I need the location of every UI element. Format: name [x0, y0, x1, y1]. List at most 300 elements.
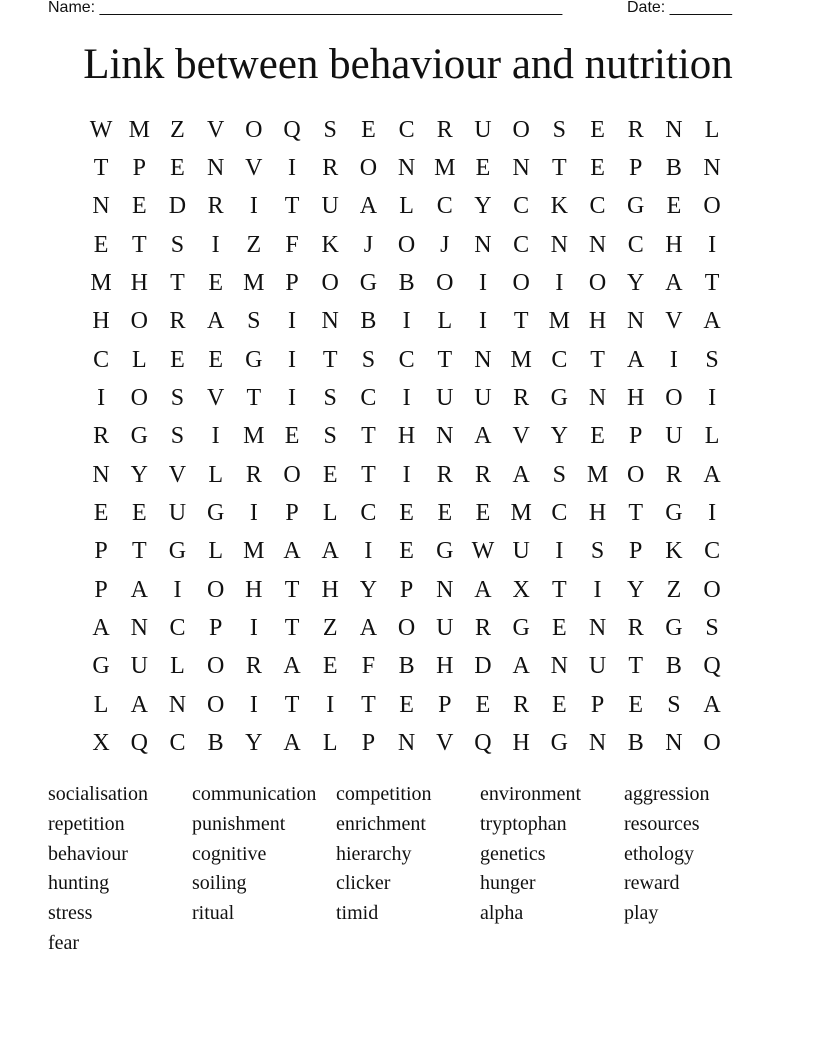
grid-letter: E — [590, 155, 605, 182]
grid-letter: N — [588, 231, 607, 258]
grid-letter: Q — [130, 730, 148, 757]
word-list-item: cognitive — [192, 842, 267, 865]
grid-letter: N — [588, 385, 607, 412]
grid-letter: E — [93, 231, 109, 258]
word-list-item: environment — [480, 783, 582, 805]
grid-letter: Y — [627, 270, 645, 297]
grid-letter: A — [703, 461, 721, 488]
grid-letter: N — [474, 231, 492, 258]
grid-letter: E — [131, 500, 147, 527]
grid-letter: N — [588, 615, 607, 642]
grid-letter: A — [627, 346, 645, 373]
grid-letter: O — [703, 193, 721, 220]
grid-letter: Q — [283, 116, 301, 143]
grid-letter: D — [168, 193, 187, 220]
grid-letter: L — [704, 423, 720, 450]
grid-letter: V — [206, 116, 225, 143]
word-list-item: clicker — [336, 872, 391, 895]
grid-letter: Y — [245, 730, 263, 757]
grid-letter: V — [665, 308, 683, 335]
word-list — [48, 780, 768, 959]
grid-letter: S — [667, 691, 681, 718]
grid-letter: S — [705, 346, 719, 373]
grid-letter: A — [130, 576, 148, 603]
grid-letter: S — [323, 423, 337, 450]
grid-letter: L — [322, 500, 338, 527]
grid-letter: R — [474, 615, 491, 642]
grid-letter: U — [665, 423, 683, 450]
grid-letter: H — [512, 730, 530, 757]
grid-letter: R — [627, 615, 644, 642]
grid-letter: E — [208, 270, 223, 297]
grid-letter: U — [512, 538, 530, 565]
grid-letter: M — [243, 538, 265, 565]
grid-letter: P — [629, 538, 643, 565]
grid-letter: H — [436, 653, 454, 680]
grid-letter: C — [513, 231, 530, 258]
grid-letter: O — [627, 461, 645, 488]
grid-letter: T — [552, 576, 567, 603]
grid-letter: A — [512, 461, 530, 488]
grid-letter: C — [398, 116, 415, 143]
grid-letter: O — [703, 730, 721, 757]
grid-letter: R — [474, 461, 491, 488]
grid-letter: Y — [474, 193, 492, 220]
grid-letter: C — [360, 500, 377, 527]
grid-letter: M — [548, 308, 571, 335]
grid-letter: E — [590, 423, 605, 450]
header — [0, 0, 816, 22]
grid-letter: R — [207, 193, 224, 220]
grid-letter: S — [552, 461, 567, 488]
grid-letter: N — [397, 730, 416, 757]
grid-letter: F — [285, 231, 299, 258]
grid-letter: E — [284, 423, 300, 450]
grid-letter: N — [321, 308, 339, 335]
grid-letter: A — [703, 691, 721, 718]
grid-letter: S — [170, 423, 185, 450]
grid-letter: I — [402, 308, 411, 335]
grid-letter: P — [590, 691, 605, 718]
grid-letter: S — [323, 116, 337, 143]
grid-letter: M — [586, 461, 609, 488]
grid-letter: Z — [666, 576, 682, 603]
grid-letter: Y — [550, 423, 569, 450]
grid-letter: P — [285, 270, 299, 297]
grid-letter: P — [438, 691, 452, 718]
grid-letter: O — [588, 270, 607, 297]
grid-letter: N — [665, 116, 683, 143]
grid-letter: P — [629, 155, 643, 182]
grid-letter: Y — [359, 576, 378, 603]
word-list-item: play — [624, 902, 659, 925]
grid-letter: U — [130, 653, 148, 680]
grid-letter: A — [130, 691, 148, 718]
grid-letter: M — [243, 423, 265, 450]
word-list-item: hunger — [480, 872, 536, 895]
grid-letter: V — [168, 461, 187, 488]
word-list-item: punishment — [192, 812, 286, 835]
grid-letter: E — [666, 193, 682, 220]
grid-letter: G — [130, 423, 148, 450]
grid-letter: C — [513, 193, 530, 220]
grid-letter: T — [284, 576, 300, 603]
grid-letter: I — [555, 538, 564, 565]
grid-letter: U — [321, 193, 339, 220]
grid-letter: C — [93, 346, 110, 373]
grid-letter: G — [550, 385, 569, 412]
grid-letter: I — [708, 231, 717, 258]
grid-letter: T — [590, 346, 605, 373]
grid-letter: T — [93, 155, 109, 182]
grid-letter: P — [399, 576, 414, 603]
grid-letter: A — [206, 308, 225, 335]
grid-letter: B — [398, 653, 415, 680]
word-list-item: stress — [48, 902, 93, 925]
grid-letter: Z — [322, 615, 338, 642]
grid-letter: C — [551, 500, 568, 527]
grid-letter: S — [552, 116, 567, 143]
grid-letter: N — [436, 576, 454, 603]
word-search-grid — [82, 111, 731, 763]
grid-letter: R — [245, 653, 262, 680]
grid-letter: C — [704, 538, 721, 565]
grid-letter: R — [513, 691, 530, 718]
word-list-item: behaviour — [48, 842, 128, 865]
grid-letter: F — [361, 653, 376, 680]
grid-letter: L — [208, 461, 223, 488]
grid-letter: P — [208, 615, 223, 642]
grid-letter: I — [478, 308, 487, 335]
grid-letter: B — [207, 730, 224, 757]
word-list-item: enrichment — [336, 812, 426, 835]
grid-letter: W — [89, 116, 113, 143]
grid-letter: I — [364, 538, 373, 565]
grid-letter: O — [665, 385, 683, 412]
grid-letter: G — [627, 193, 645, 220]
grid-letter: E — [322, 653, 338, 680]
grid-letter: U — [168, 500, 187, 527]
word-list-item: ritual — [192, 902, 235, 925]
grid-letter: O — [397, 615, 416, 642]
grid-letter: H — [588, 308, 607, 335]
grid-letter: A — [512, 653, 530, 680]
grid-letter: O — [703, 576, 721, 603]
grid-letter: L — [208, 538, 223, 565]
word-list-item: alpha — [480, 902, 524, 925]
grid-letter: E — [93, 500, 109, 527]
grid-letter: I — [249, 615, 258, 642]
grid-letter: O — [397, 231, 416, 258]
grid-letter: A — [703, 308, 721, 335]
grid-letter: G — [245, 346, 263, 373]
grid-letter: R — [169, 308, 186, 335]
grid-letter: E — [590, 116, 605, 143]
grid-letter: A — [283, 538, 301, 565]
name-field[interactable]: Name: ____________________________________________________ — [48, 0, 563, 16]
grid-letter: I — [97, 385, 106, 412]
grid-letter: S — [361, 346, 376, 373]
grid-letter: C — [551, 346, 568, 373]
word-list-item: reward — [624, 872, 680, 895]
grid-letter: M — [510, 500, 532, 527]
grid-letter: E — [475, 500, 491, 527]
grid-letter: R — [436, 116, 453, 143]
grid-letter: E — [399, 691, 414, 718]
grid-letter: A — [92, 615, 110, 642]
grid-letter: L — [131, 346, 147, 373]
grid-letter: I — [708, 385, 717, 412]
grid-letter: M — [510, 346, 532, 373]
grid-letter: V — [512, 423, 530, 450]
grid-letter: K — [321, 231, 339, 258]
grid-letter: I — [288, 155, 297, 182]
grid-letter: Y — [627, 576, 645, 603]
grid-letter: P — [94, 538, 108, 565]
grid-letter: E — [208, 346, 223, 373]
grid-letter: T — [284, 193, 300, 220]
grid-letter: G — [550, 730, 569, 757]
grid-letter: E — [399, 500, 414, 527]
grid-letter: B — [398, 270, 415, 297]
grid-letter: E — [437, 500, 453, 527]
grid-letter: A — [474, 423, 492, 450]
grid-letter: S — [170, 385, 185, 412]
grid-letter: E — [170, 346, 185, 373]
grid-letter: H — [588, 500, 607, 527]
grid-letter: Q — [474, 730, 492, 757]
grid-letter: N — [92, 461, 110, 488]
grid-letter: E — [475, 155, 491, 182]
grid-letter: O — [206, 653, 225, 680]
grid-letter: C — [398, 346, 415, 373]
grid-letter: T — [361, 691, 376, 718]
grid-letter: T — [284, 615, 300, 642]
grid-letter: G — [665, 500, 683, 527]
grid-letter: G — [359, 270, 378, 297]
grid-letter: N — [92, 193, 110, 220]
grid-letter: E — [131, 193, 147, 220]
grid-letter: T — [628, 500, 644, 527]
grid-letter: I — [669, 346, 678, 373]
grid-letter: G — [512, 615, 530, 642]
grid-letter: M — [434, 155, 456, 182]
grid-letter: C — [169, 730, 186, 757]
grid-letter: G — [168, 538, 187, 565]
grid-letter: T — [246, 385, 262, 412]
grid-letter: T — [361, 423, 376, 450]
grid-letter: O — [283, 461, 301, 488]
grid-letter: N — [627, 308, 645, 335]
grid-letter: O — [245, 116, 263, 143]
word-list-item: soiling — [192, 872, 247, 895]
grid-letter: R — [513, 385, 530, 412]
grid-letter: Y — [130, 461, 148, 488]
grid-letter: T — [513, 308, 529, 335]
grid-letter: C — [627, 231, 644, 258]
grid-letter: I — [402, 461, 411, 488]
grid-letter: N — [550, 653, 569, 680]
grid-letter: V — [436, 730, 454, 757]
grid-letter: O — [206, 576, 225, 603]
grid-letter: U — [588, 653, 607, 680]
grid-letter: T — [552, 155, 567, 182]
grid-letter: C — [360, 385, 377, 412]
grid-letter: N — [512, 155, 530, 182]
grid-letter: L — [704, 116, 720, 143]
grid-letter: N — [436, 423, 454, 450]
grid-letter: H — [92, 308, 110, 335]
grid-letter: J — [363, 231, 374, 258]
word-list-item: timid — [336, 902, 379, 925]
grid-letter: K — [550, 193, 569, 220]
grid-letter: U — [436, 615, 454, 642]
grid-letter: M — [128, 116, 150, 143]
grid-letter: G — [665, 615, 683, 642]
grid-letter: H — [665, 231, 683, 258]
grid-letter: P — [285, 500, 299, 527]
grid-letter: I — [555, 270, 564, 297]
grid-letter: M — [90, 270, 112, 297]
grid-letter: T — [170, 270, 185, 297]
page-title: Link between behaviour and nutrition — [83, 41, 733, 88]
grid-letter: L — [399, 193, 414, 220]
grid-letter: P — [361, 730, 376, 757]
grid-letter: H — [627, 385, 645, 412]
grid-letter: R — [322, 155, 339, 182]
grid-letter: E — [628, 691, 644, 718]
word-list-item: hierarchy — [336, 842, 412, 865]
word-list-item: aggression — [624, 783, 710, 805]
grid-letter: P — [629, 423, 643, 450]
grid-letter: A — [359, 193, 378, 220]
grid-letter: P — [132, 155, 146, 182]
grid-letter: W — [471, 538, 495, 565]
grid-letter: I — [249, 691, 258, 718]
grid-letter: V — [245, 155, 263, 182]
grid-letter: A — [321, 538, 339, 565]
grid-letter: V — [206, 385, 225, 412]
grid-letter: L — [322, 730, 338, 757]
grid-letter: S — [323, 385, 337, 412]
grid-letter: Q — [703, 653, 721, 680]
word-list-item: genetics — [480, 842, 546, 865]
grid-letter: U — [474, 385, 492, 412]
grid-letter: E — [399, 538, 414, 565]
grid-letter: I — [173, 576, 182, 603]
grid-letter: N — [206, 155, 225, 182]
grid-letter: I — [249, 500, 258, 527]
grid-letter: E — [552, 691, 567, 718]
grid-letter: T — [704, 270, 720, 297]
grid-letter: H — [321, 576, 339, 603]
grid-letter: O — [206, 691, 225, 718]
grid-letter: J — [440, 231, 450, 258]
grid-letter: H — [245, 576, 263, 603]
grid-letter: A — [474, 576, 492, 603]
grid-letter: E — [322, 461, 338, 488]
grid-letter: D — [474, 653, 492, 680]
word-list-item: communication — [192, 783, 317, 805]
grid-letter: I — [708, 500, 717, 527]
grid-letter: S — [247, 308, 261, 335]
grid-letter: H — [130, 270, 148, 297]
grid-letter: E — [552, 615, 567, 642]
grid-letter: I — [211, 231, 220, 258]
grid-letter: T — [628, 653, 644, 680]
grid-letter: G — [206, 500, 225, 527]
grid-letter: R — [93, 423, 110, 450]
grid-letter: R — [245, 461, 262, 488]
word-list-item: hunting — [48, 872, 110, 895]
word-list-item: resources — [624, 812, 700, 835]
grid-letter: T — [437, 346, 453, 373]
grid-letter: R — [665, 461, 682, 488]
grid-letter: B — [627, 730, 644, 757]
grid-letter: T — [131, 538, 147, 565]
word-list-item: ethology — [624, 842, 694, 865]
grid-letter: O — [512, 116, 530, 143]
grid-letter: I — [249, 193, 258, 220]
word-list-item: tryptophan — [480, 812, 567, 835]
grid-letter: I — [326, 691, 335, 718]
grid-letter: T — [361, 461, 376, 488]
grid-letter: L — [437, 308, 453, 335]
grid-letter: O — [130, 308, 148, 335]
date-field[interactable]: Date: _______ — [627, 0, 732, 16]
grid-letter: N — [397, 155, 416, 182]
grid-letter: U — [474, 116, 492, 143]
grid-letter: A — [283, 653, 301, 680]
grid-letter: O — [436, 270, 454, 297]
grid-letter: H — [397, 423, 416, 450]
grid-letter: X — [512, 576, 530, 603]
grid-letter: O — [512, 270, 530, 297]
grid-letter: N — [588, 730, 607, 757]
grid-letter: G — [92, 653, 110, 680]
grid-letter: S — [705, 615, 719, 642]
grid-letter: B — [665, 653, 682, 680]
word-list-item: competition — [336, 783, 432, 805]
grid-letter: I — [211, 423, 220, 450]
grid-letter: O — [359, 155, 378, 182]
grid-letter: N — [130, 615, 148, 642]
grid-letter: C — [436, 193, 453, 220]
grid-letter: R — [627, 116, 644, 143]
grid-letter: N — [474, 346, 492, 373]
grid-letter: I — [402, 385, 411, 412]
grid-letter: T — [322, 346, 338, 373]
grid-letter: G — [436, 538, 454, 565]
grid-letter: S — [170, 231, 185, 258]
grid-letter: N — [703, 155, 721, 182]
grid-letter: A — [359, 615, 378, 642]
grid-letter: E — [170, 155, 185, 182]
grid-letter: E — [475, 691, 491, 718]
grid-letter: P — [94, 576, 108, 603]
grid-letter: N — [550, 231, 569, 258]
grid-letter: E — [361, 116, 376, 143]
grid-letter: L — [170, 653, 185, 680]
grid-letter: X — [92, 730, 110, 757]
grid-letter: M — [243, 270, 265, 297]
grid-letter: T — [284, 691, 300, 718]
grid-letter: N — [168, 691, 187, 718]
word-list-item: fear — [48, 931, 80, 954]
grid-letter: N — [665, 730, 683, 757]
grid-letter: I — [478, 270, 487, 297]
grid-letter: Z — [170, 116, 185, 143]
